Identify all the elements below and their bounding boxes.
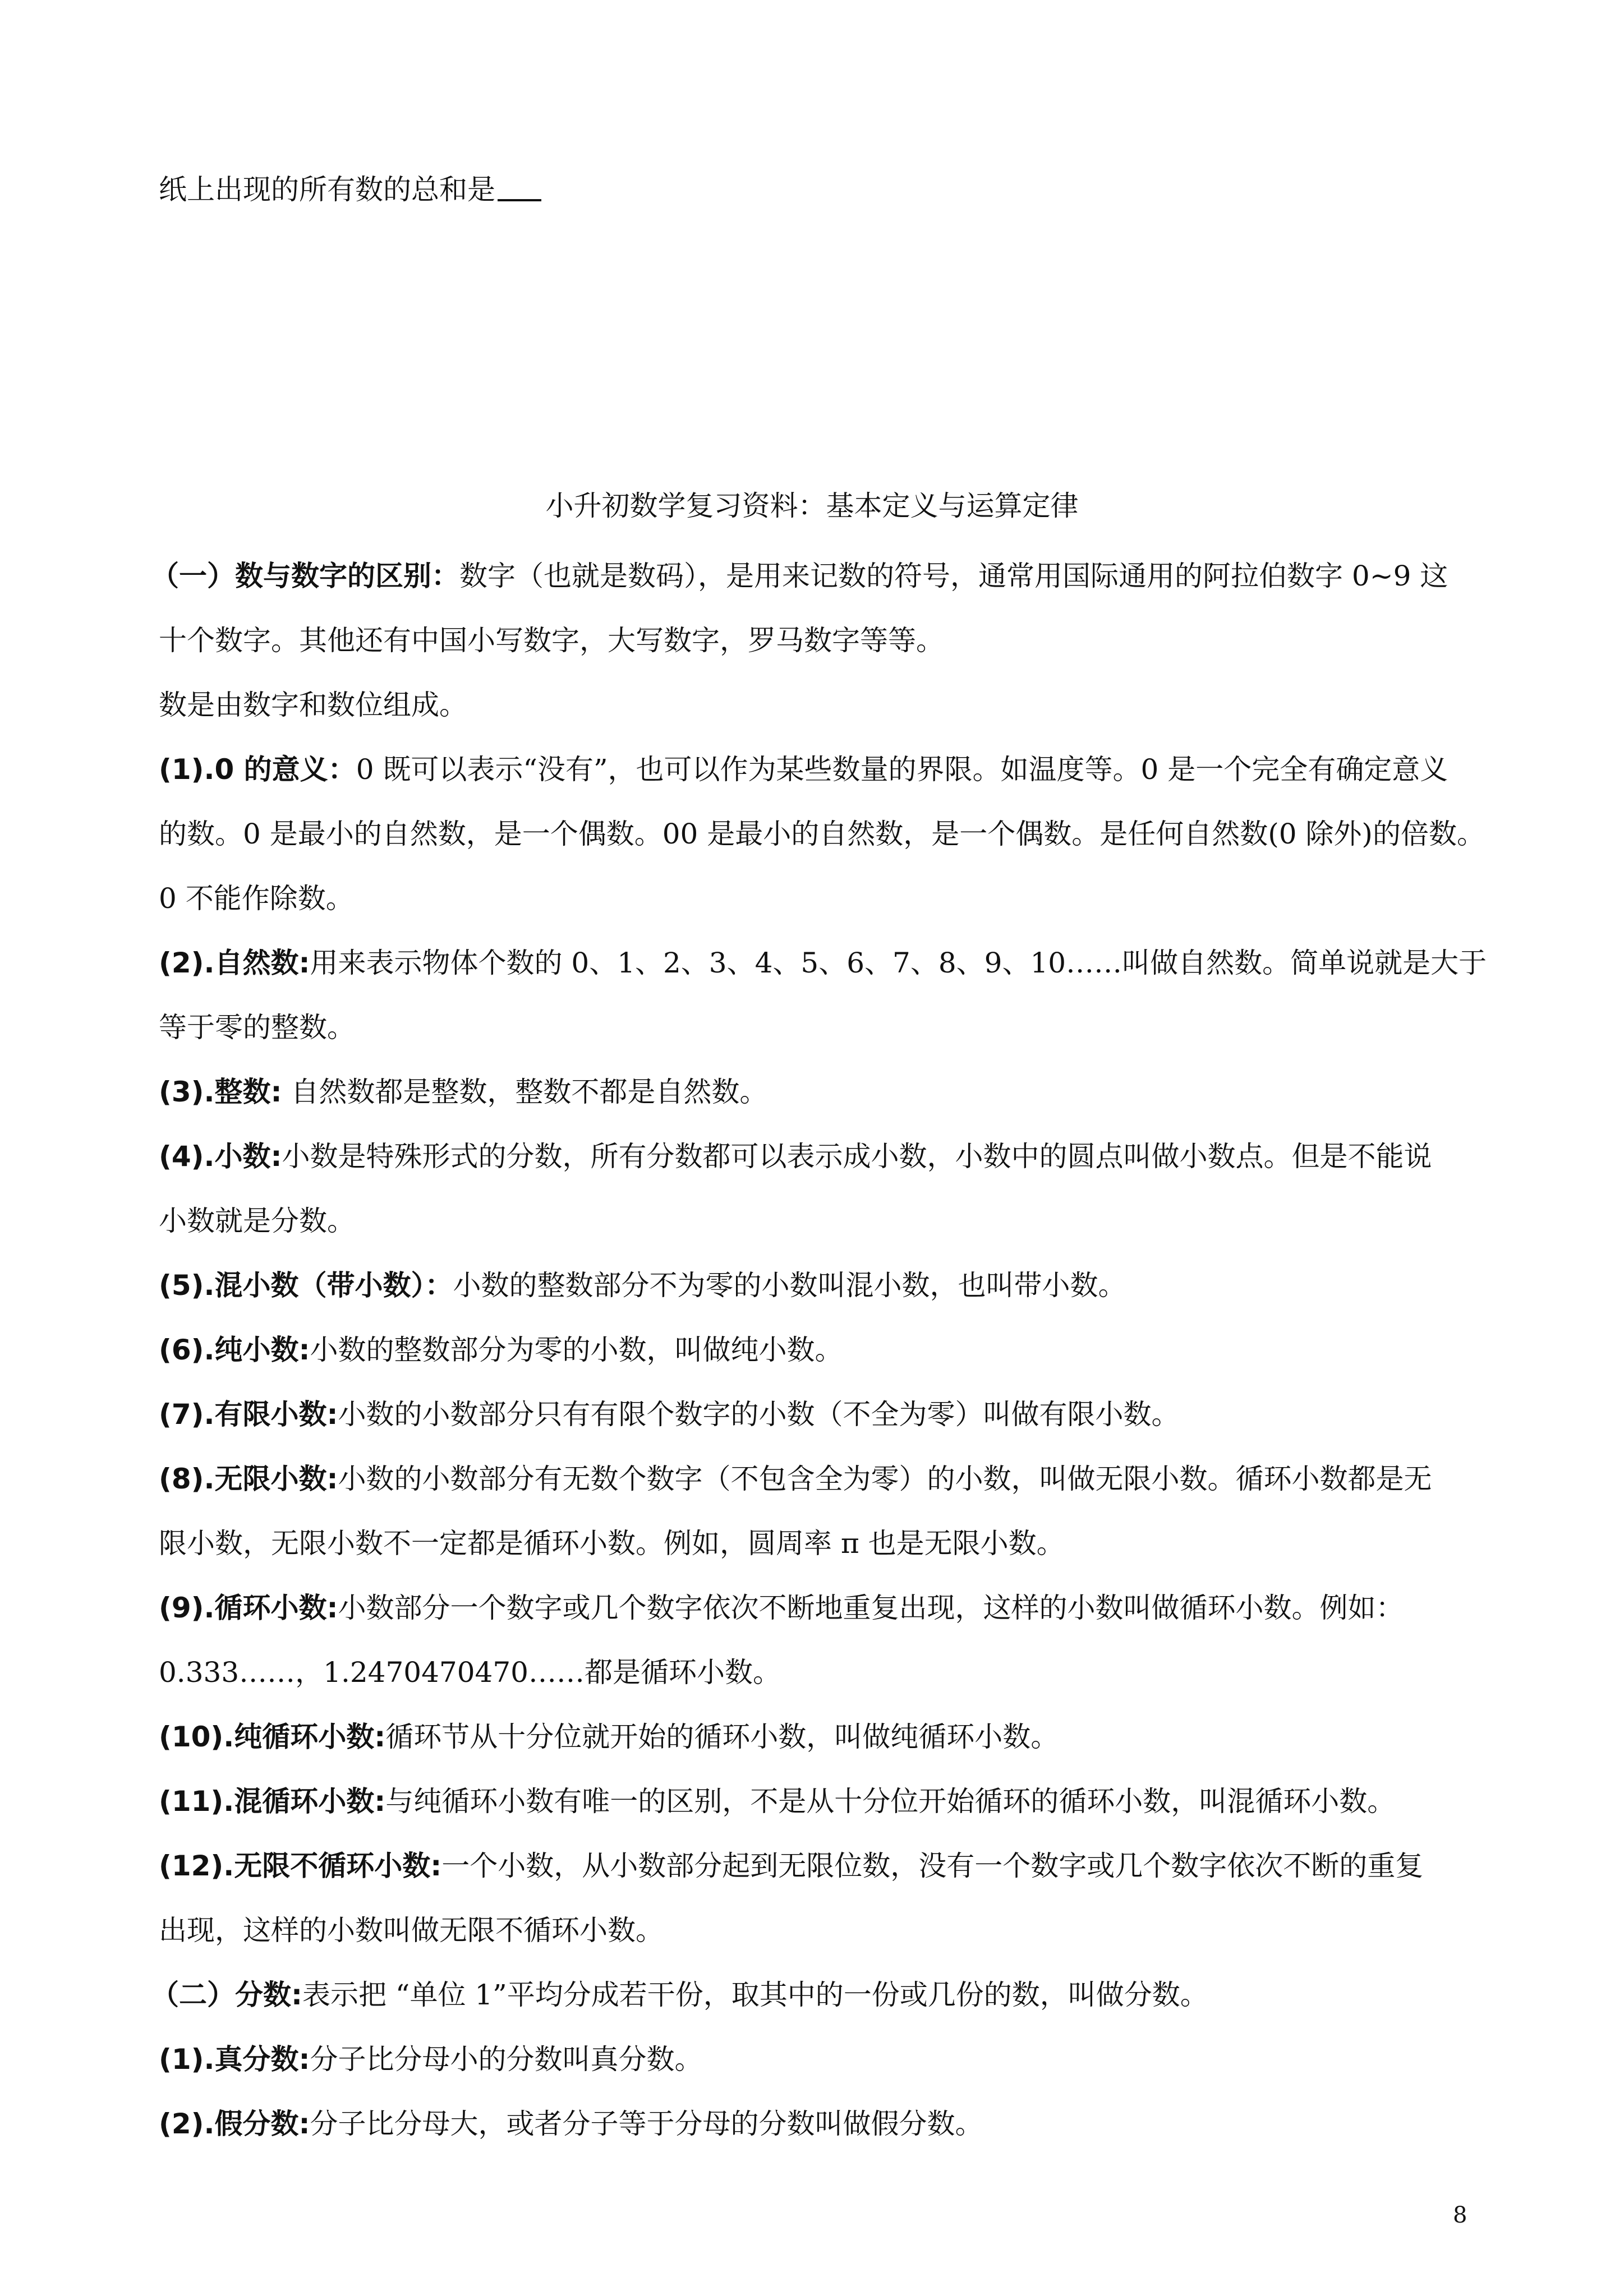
fill-in-question — [159, 167, 541, 212]
definition-term: (3).整数: — [159, 1076, 282, 1108]
definition-term: （一）数与数字的区别： — [151, 560, 459, 592]
definition-text: 循环节从十分位就开始的循环小数，叫做纯循环小数。 — [385, 1721, 1059, 1753]
text-line — [159, 2027, 1466, 2092]
definition-text: 数字（也就是数码），是用来记数的符号，通常用国际通用的阿拉伯数字 0~9 这 — [459, 560, 1448, 592]
text-line — [159, 1769, 1466, 1834]
text-line — [159, 1705, 1466, 1769]
definition-term: (8).无限小数: — [159, 1463, 338, 1495]
definition-text: 小数的整数部分不为零的小数叫混小数，也叫带小数。 — [453, 1269, 1126, 1302]
text-line — [159, 1060, 1466, 1124]
definition-text: 自然数都是整数，整数不都是自然数。 — [282, 1076, 768, 1108]
question-text: 纸上出现的所有数的总和是 — [159, 173, 495, 206]
definition-term: (12).无限不循环小数: — [159, 1850, 442, 1882]
text-line — [159, 1898, 1466, 1963]
definition-text: 小数部分一个数字或几个数字依次不断地重复出现，这样的小数叫做循环小数。例如： — [338, 1592, 1404, 1624]
definition-text: 表示把 “单位 1”平均分成若干份，取其中的一份或几份的数，叫做分数。 — [302, 1979, 1208, 2011]
definition-text: 分子比分母小的分数叫真分数。 — [310, 2043, 703, 2076]
definition-term: (7).有限小数: — [159, 1398, 338, 1431]
definition-text: 等于零的整数。 — [159, 1011, 355, 1044]
definition-text: 小数就是分数。 — [159, 1205, 355, 1237]
text-line — [159, 931, 1487, 995]
definition-term: (2).假分数: — [159, 2108, 310, 2140]
text-line — [159, 1318, 1466, 1382]
definition-text: 与纯循环小数有唯一的区别，不是从十分位开始循环的循环小数，叫混循环小数。 — [385, 1785, 1396, 1818]
text-line — [159, 1447, 1466, 1511]
text-line — [159, 1382, 1466, 1447]
definition-term: (2).自然数: — [159, 947, 310, 979]
answer-blank — [498, 199, 541, 201]
definition-text: 小数的小数部分有无数个数字（不包含全为零）的小数，叫做无限小数。循环小数都是无 — [338, 1463, 1432, 1495]
text-line — [159, 1189, 1466, 1253]
text-line — [159, 1124, 1466, 1189]
definition-term: (10).纯循环小数: — [159, 1721, 386, 1753]
definition-text: 十个数字。其他还有中国小写数字，大写数字，罗马数字等等。 — [159, 624, 944, 657]
definition-text: 数是由数字和数位组成。 — [159, 689, 467, 721]
page-number: 8 — [1453, 2202, 1467, 2228]
definition-term: (1).0 的意义： — [159, 753, 356, 786]
text-line — [151, 1963, 1466, 2027]
definition-term: （二）分数: — [151, 1979, 302, 2011]
definition-text: 0.333……，1.2470470470……都是循环小数。 — [159, 1656, 781, 1689]
text-line — [159, 2092, 1466, 2156]
definition-text: 分子比分母大，或者分子等于分母的分数叫做假分数。 — [310, 2108, 983, 2140]
definition-term: (6).纯小数: — [159, 1334, 310, 1366]
definition-term: (4).小数: — [159, 1140, 282, 1173]
definition-term: (1).真分数: — [159, 2043, 310, 2076]
text-line — [159, 1640, 1466, 1705]
definition-text: 一个小数，从小数部分起到无限位数，没有一个数字或几个数字依次不断的重复 — [441, 1850, 1424, 1882]
text-line — [159, 1253, 1466, 1318]
text-line — [159, 802, 1485, 866]
definition-term: (9).循环小数: — [159, 1592, 338, 1624]
definition-text: 的数。0 是最小的自然数，是一个偶数。00 是最小的自然数，是一个偶数。是任何自然数(0 除外)的倍数。 — [159, 818, 1485, 850]
text-line — [159, 1511, 1466, 1576]
definition-text: 小数是特殊形式的分数，所有分数都可以表示成小数，小数中的圆点叫做小数点。但是不能说 — [282, 1140, 1432, 1173]
text-line — [159, 995, 1466, 1060]
definitions-body — [151, 544, 1487, 2156]
text-line — [159, 1834, 1466, 1898]
text-line — [159, 608, 1466, 673]
definition-text: 用来表示物体个数的 0、1、2、3、4、5、6、7、8、9、10……叫做自然数。简单说就是大于 — [310, 947, 1487, 979]
document-title: 小升初数学复习资料：基本定义与运算定律 — [545, 490, 1079, 522]
definition-text: 小数的小数部分只有有限个数字的小数（不全为零）叫做有限小数。 — [338, 1398, 1180, 1431]
text-line — [159, 673, 1466, 737]
definition-text: 0 既可以表示“没有”，也可以作为某些数量的界限。如温度等。0 是一个完全有确定意义 — [356, 753, 1448, 786]
definition-text: 0 不能作除数。 — [159, 882, 354, 915]
definition-text: 小数的整数部分为零的小数，叫做纯小数。 — [310, 1334, 843, 1366]
definition-term: (11).混循环小数: — [159, 1785, 386, 1818]
definition-term: (5).混小数（带小数）： — [159, 1269, 453, 1302]
text-line — [159, 737, 1466, 802]
definition-text: 限小数，无限小数不一定都是循环小数。例如，圆周率 π 也是无限小数。 — [159, 1527, 1065, 1560]
text-line — [159, 866, 1466, 931]
text-line — [159, 1576, 1466, 1640]
definition-text: 出现，这样的小数叫做无限不循环小数。 — [159, 1914, 664, 1947]
text-line — [151, 544, 1466, 608]
